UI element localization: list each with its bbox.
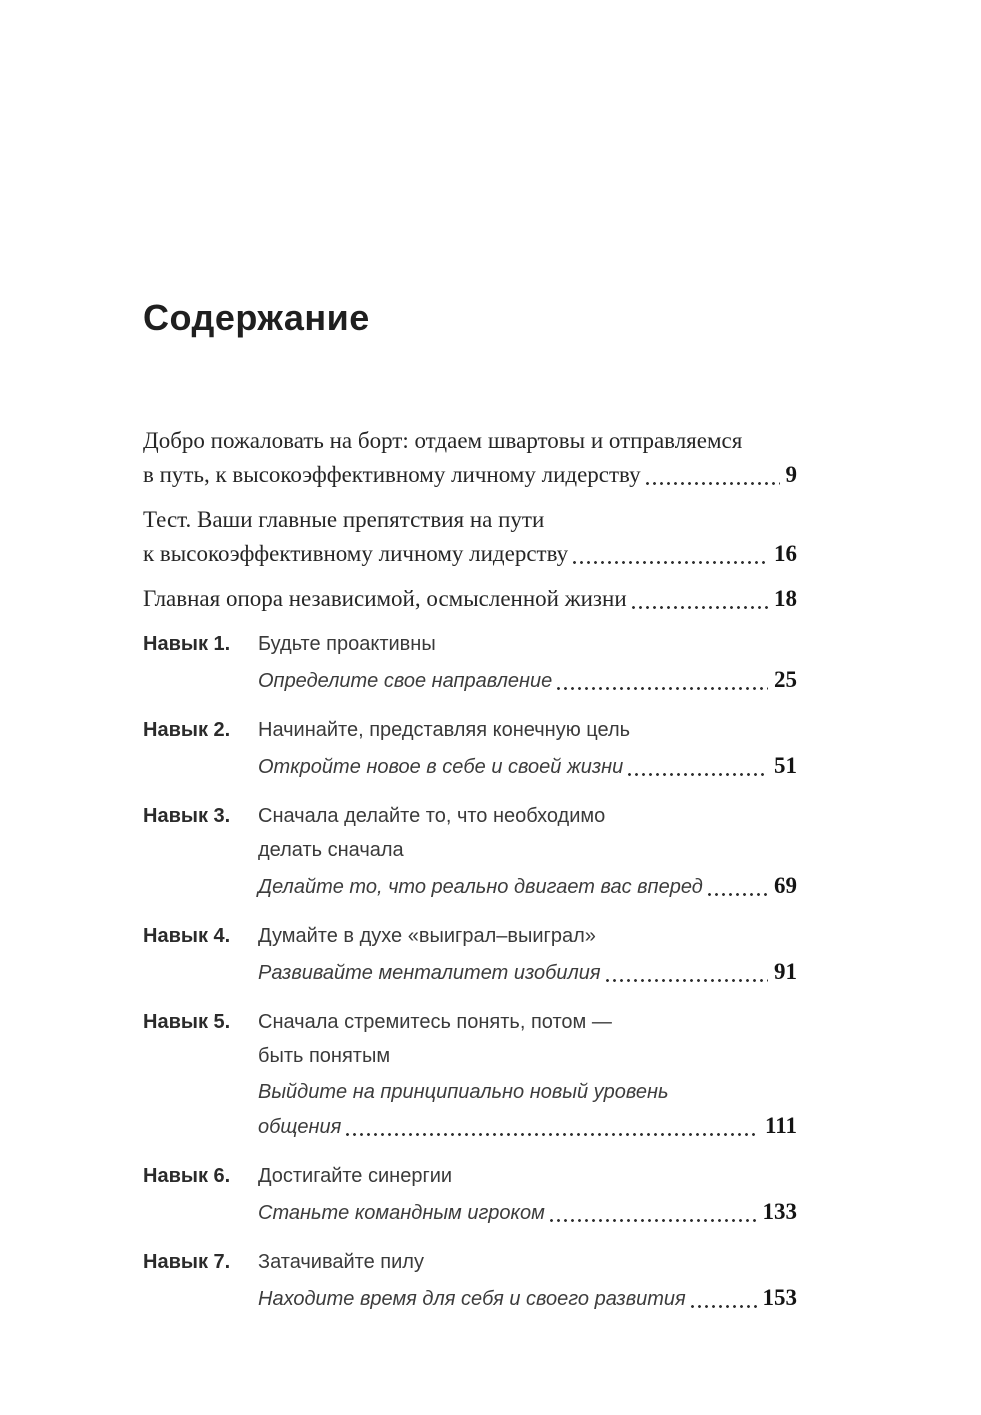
subtitle-text: Станьте командным игроком xyxy=(258,1202,545,1224)
habit-title: Думайте в духе «выиграл–выиграл» xyxy=(258,925,596,947)
dot-leader xyxy=(646,482,780,485)
toc-entry xyxy=(143,424,797,492)
page-number: 133 xyxy=(762,1199,797,1224)
dot-leader xyxy=(550,1219,757,1222)
subtitle-text: Находите время для себя и своего развития xyxy=(258,1288,686,1310)
toc-habit-entry xyxy=(143,1245,797,1316)
habit-label: Навык 2. xyxy=(143,719,231,741)
entry-line xyxy=(143,458,797,492)
page-number: 91 xyxy=(774,959,797,984)
subtitle-line xyxy=(258,663,797,698)
subtitle-line xyxy=(258,1281,797,1316)
subtitle-text: Делайте то, что реально двигает вас вперед xyxy=(258,876,703,898)
habit-subtitle xyxy=(258,955,797,990)
habit-label: Навык 3. xyxy=(143,805,231,827)
habit-title: Достигайте синергии xyxy=(258,1165,453,1187)
habit-label: Навык 7. xyxy=(143,1251,231,1273)
toc-habit-entry xyxy=(143,1159,797,1230)
entry-line xyxy=(143,582,797,616)
habit-label: Навык 4. xyxy=(143,925,231,947)
habit-body xyxy=(258,1159,797,1230)
habit-subtitle xyxy=(258,1075,797,1144)
habit-body xyxy=(258,1245,797,1316)
subtitle-text: Развивайте менталитет изобилия xyxy=(258,962,601,984)
habit-body xyxy=(258,799,797,904)
habit-subtitle xyxy=(258,749,797,784)
subtitle-line xyxy=(258,749,797,784)
habit-body xyxy=(258,627,797,698)
toc-entry xyxy=(143,503,797,571)
entry-line: Тест. Ваши главные препятствия на пути xyxy=(143,507,545,532)
habit-title: Будьте проактивны xyxy=(258,633,436,655)
dot-leader xyxy=(573,561,768,564)
habit-title: Затачивайте пилу xyxy=(258,1251,424,1273)
habits-section xyxy=(143,627,797,1316)
habit-subtitle xyxy=(258,663,797,698)
front-matter-section xyxy=(143,424,797,616)
habit-subtitle xyxy=(258,1281,797,1316)
page-number: 18 xyxy=(774,586,797,611)
dot-leader xyxy=(691,1305,757,1308)
entry-text: к высокоэффективному личному лидерству xyxy=(143,541,569,566)
subtitle-line xyxy=(258,1195,797,1230)
subtitle-line xyxy=(258,955,797,990)
entry-text: в путь, к высокоэффективному личному лидерству xyxy=(143,462,641,487)
habit-body xyxy=(258,919,797,990)
dot-leader xyxy=(346,1133,759,1136)
entry-text: Главная опора независимой, осмысленной жизни xyxy=(143,586,627,611)
habit-subtitle xyxy=(258,869,797,904)
subtitle-line: Выйдите на принципиально новый уровень xyxy=(258,1081,669,1103)
habit-body xyxy=(258,713,797,784)
subtitle-line xyxy=(258,869,797,904)
dot-leader xyxy=(628,773,768,776)
subtitle-text: Откройте новое в себе и своей жизни xyxy=(258,756,624,778)
toc-habit-entry xyxy=(143,799,797,904)
habit-label: Навык 1. xyxy=(143,633,231,655)
subtitle-line xyxy=(258,1109,797,1144)
habit-title: делать сначала xyxy=(258,839,404,861)
habit-title: быть понятым xyxy=(258,1045,391,1067)
habit-title: Начинайте, представляя конечную цель xyxy=(258,719,631,741)
dot-leader xyxy=(606,979,768,982)
dot-leader xyxy=(632,606,768,609)
page-number: 16 xyxy=(774,541,797,566)
subtitle-text: Определите свое направление xyxy=(258,670,553,692)
page-number: 9 xyxy=(785,462,797,487)
toc-habit-entry xyxy=(143,627,797,698)
dot-leader xyxy=(557,687,768,690)
toc-habit-entry xyxy=(143,713,797,784)
page-number: 69 xyxy=(774,873,797,898)
dot-leader xyxy=(708,893,768,896)
entry-line xyxy=(143,537,797,571)
toc-entry xyxy=(143,582,797,616)
habit-body xyxy=(258,1005,797,1144)
habit-subtitle xyxy=(258,1195,797,1230)
habit-title: Сначала делайте то, что необходимо xyxy=(258,805,606,827)
toc-habit-entry xyxy=(143,1005,797,1144)
entry-line: Добро пожаловать на борт: отдаем швартовы и отправляемся xyxy=(143,428,743,453)
habit-label: Навык 6. xyxy=(143,1165,231,1187)
habit-label: Навык 5. xyxy=(143,1011,231,1033)
page-title: Содержание xyxy=(143,297,370,338)
page-number: 111 xyxy=(765,1113,797,1138)
habit-title: Сначала стремитесь понять, потом — xyxy=(258,1011,612,1033)
subtitle-text: общения xyxy=(258,1116,342,1138)
toc-habit-entry xyxy=(143,919,797,990)
page-number: 153 xyxy=(762,1285,797,1310)
page-number: 25 xyxy=(774,667,797,692)
page-number: 51 xyxy=(774,753,797,778)
